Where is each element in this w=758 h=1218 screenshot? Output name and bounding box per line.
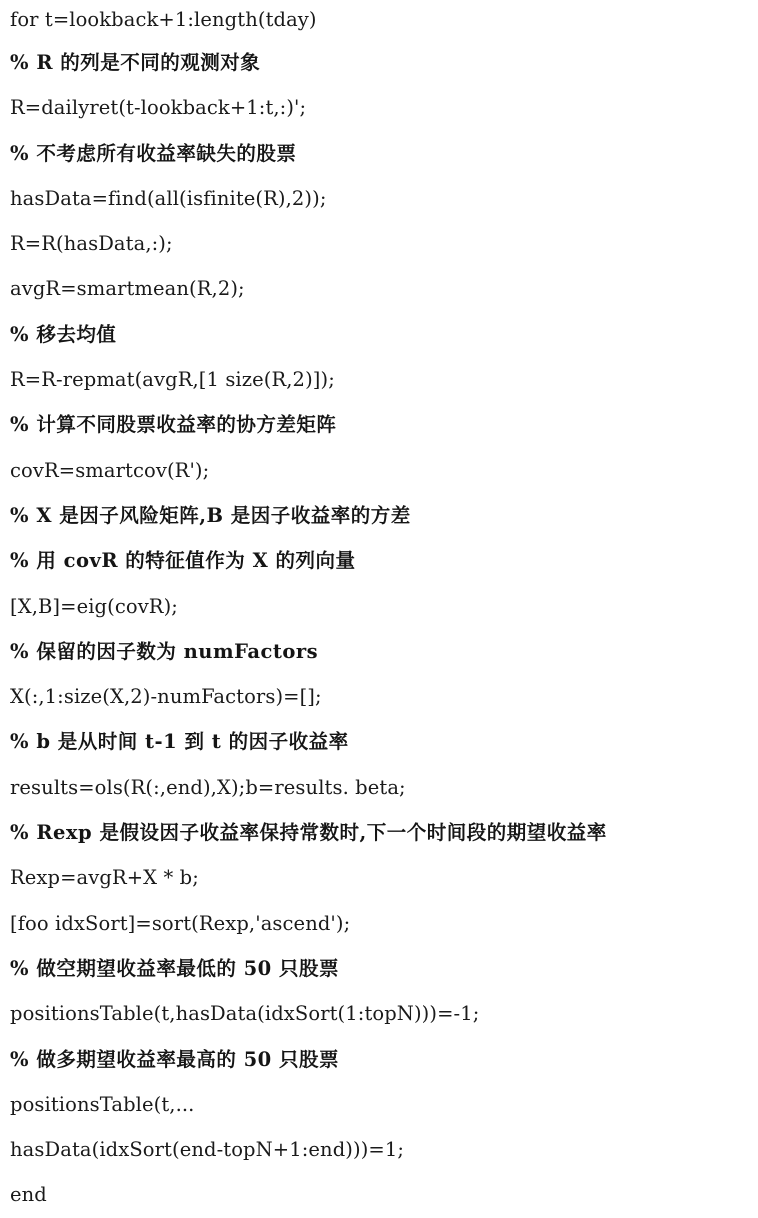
code-line: R=R-repmat(avgR,[1 size(R,2)]); <box>10 368 335 392</box>
code-line: [X,B]=eig(covR); <box>10 594 178 618</box>
comment-line: % Rexp 是假设因子收益率保持常数时,下一个时间段的期望收益率 <box>10 821 607 845</box>
comment-line: % 做多期望收益率最高的 50 只股票 <box>10 1047 340 1071</box>
code-line: for t=lookback+1:length(tday) <box>10 8 317 31</box>
code-line: X(:,1:size(X,2)-numFactors)=[]; <box>10 685 322 709</box>
comment-line: % 不考虑所有收益率缺失的股票 <box>10 141 297 165</box>
comment-line: % 保留的因子数为 numFactors <box>10 639 319 663</box>
code-line: covR=smartcov(R'); <box>10 458 210 482</box>
comment-line: % b 是从时间 t-1 到 t 的因子收益率 <box>10 730 349 754</box>
comment-line: % R 的列是不同的观测对象 <box>10 51 261 74</box>
comment-line: % 计算不同股票收益率的协方差矩阵 <box>10 413 337 437</box>
code-line: avgR=smartmean(R,2); <box>10 277 245 301</box>
code-line: [foo idxSort]=sort(Rexp,'ascend'); <box>10 911 351 935</box>
code-line: end <box>10 1183 47 1207</box>
code-line: R=dailyret(t-lookback+1:t,:)'; <box>10 96 307 120</box>
code-line: positionsTable(t,hasData(idxSort(1:topN)))=-1; <box>10 1002 480 1026</box>
code-line: hasData=find(all(isfinite(R),2)); <box>10 186 327 210</box>
code-listing <box>10 0 750 1218</box>
comment-line: % 做空期望收益率最低的 50 只股票 <box>10 956 340 980</box>
comment-line: % 移去均值 <box>10 322 117 346</box>
code-line: R=R(hasData,:); <box>10 232 173 256</box>
comment-line: % 用 covR 的特征值作为 X 的列向量 <box>10 549 356 573</box>
code-line: results=ols(R(:,end),X);b=results. beta; <box>10 775 406 799</box>
code-line: Rexp=avgR+X * b; <box>10 866 199 890</box>
code-line: hasData(idxSort(end-topN+1:end)))=1; <box>10 1138 405 1162</box>
comment-line: % X 是因子风险矩阵,B 是因子收益率的方差 <box>10 503 411 527</box>
code-line: positionsTable(t,... <box>10 1092 195 1116</box>
